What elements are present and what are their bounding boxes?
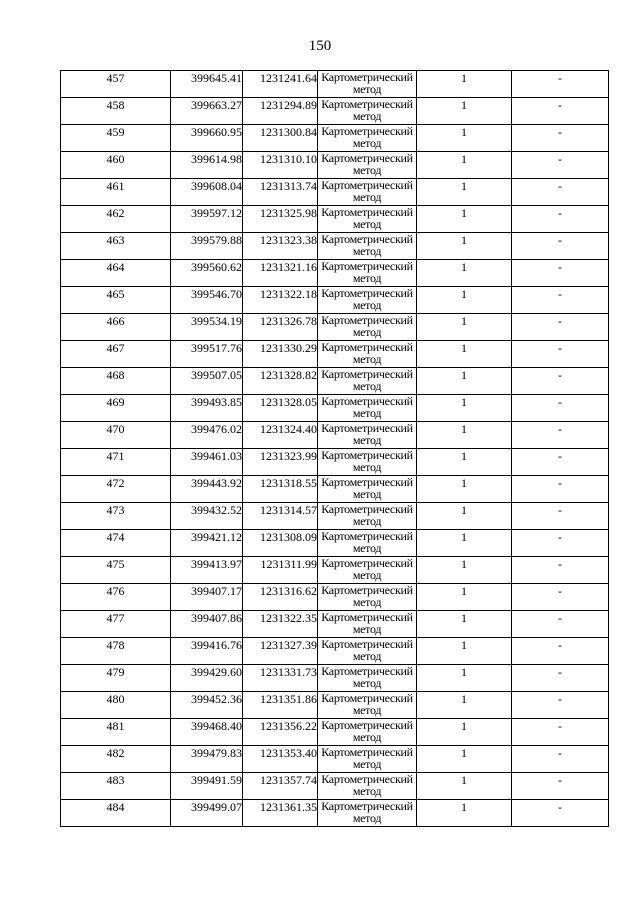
point-number-cell: 478 (61, 638, 171, 665)
point-number-cell: 475 (61, 557, 171, 584)
y-coordinate-cell: 1231328.82 (243, 368, 318, 395)
x-coordinate-cell: 399645.41 (171, 71, 243, 98)
x-coordinate-cell: 399491.59 (171, 773, 243, 800)
method-cell: Картометрический метод (318, 341, 417, 368)
x-coordinate-cell: 399479.83 (171, 746, 243, 773)
point-number-cell: 483 (61, 773, 171, 800)
x-coordinate-cell: 399579.88 (171, 233, 243, 260)
accuracy-cell: 1 (417, 746, 512, 773)
x-coordinate-cell: 399499.07 (171, 800, 243, 827)
note-cell: - (512, 584, 609, 611)
y-coordinate-cell: 1231314.57 (243, 503, 318, 530)
point-number-cell: 462 (61, 206, 171, 233)
y-coordinate-cell: 1231328.05 (243, 395, 318, 422)
x-coordinate-cell: 399560.62 (171, 260, 243, 287)
method-cell: Картометрический метод (318, 476, 417, 503)
method-cell: Картометрический метод (318, 719, 417, 746)
point-number-cell: 463 (61, 233, 171, 260)
point-number-cell: 470 (61, 422, 171, 449)
accuracy-cell: 1 (417, 233, 512, 260)
table-row (61, 341, 609, 368)
y-coordinate-cell: 1231323.38 (243, 233, 318, 260)
table-row (61, 179, 609, 206)
y-coordinate-cell: 1231351.86 (243, 692, 318, 719)
note-cell: - (512, 287, 609, 314)
method-cell: Картометрический метод (318, 746, 417, 773)
note-cell: - (512, 125, 609, 152)
y-coordinate-cell: 1231322.35 (243, 611, 318, 638)
note-cell: - (512, 719, 609, 746)
table-row (61, 368, 609, 395)
x-coordinate-cell: 399493.85 (171, 395, 243, 422)
note-cell: - (512, 800, 609, 827)
accuracy-cell: 1 (417, 476, 512, 503)
point-number-cell: 458 (61, 98, 171, 125)
table-row (61, 557, 609, 584)
table-row (61, 746, 609, 773)
table-row (61, 125, 609, 152)
x-coordinate-cell: 399517.76 (171, 341, 243, 368)
table-row (61, 503, 609, 530)
accuracy-cell: 1 (417, 368, 512, 395)
x-coordinate-cell: 399614.98 (171, 152, 243, 179)
y-coordinate-cell: 1231308.09 (243, 530, 318, 557)
note-cell: - (512, 557, 609, 584)
method-cell: Картометрический метод (318, 638, 417, 665)
table-row (61, 530, 609, 557)
table-row (61, 314, 609, 341)
page-number: 150 (308, 38, 332, 54)
accuracy-cell: 1 (417, 530, 512, 557)
table-row (61, 449, 609, 476)
y-coordinate-cell: 1231353.40 (243, 746, 318, 773)
method-cell: Картометрический метод (318, 449, 417, 476)
method-cell: Картометрический метод (318, 503, 417, 530)
point-number-cell: 471 (61, 449, 171, 476)
y-coordinate-cell: 1231356.22 (243, 719, 318, 746)
table-row (61, 692, 609, 719)
note-cell: - (512, 449, 609, 476)
x-coordinate-cell: 399663.27 (171, 98, 243, 125)
table-row (61, 476, 609, 503)
point-number-cell: 479 (61, 665, 171, 692)
method-cell: Картометрический метод (318, 773, 417, 800)
note-cell: - (512, 611, 609, 638)
method-cell: Картометрический метод (318, 665, 417, 692)
note-cell: - (512, 71, 609, 98)
y-coordinate-cell: 1231324.40 (243, 422, 318, 449)
note-cell: - (512, 206, 609, 233)
accuracy-cell: 1 (417, 773, 512, 800)
accuracy-cell: 1 (417, 800, 512, 827)
point-number-cell: 469 (61, 395, 171, 422)
accuracy-cell: 1 (417, 449, 512, 476)
y-coordinate-cell: 1231311.99 (243, 557, 318, 584)
point-number-cell: 466 (61, 314, 171, 341)
accuracy-cell: 1 (417, 422, 512, 449)
accuracy-cell: 1 (417, 152, 512, 179)
method-cell: Картометрический метод (318, 287, 417, 314)
note-cell: - (512, 152, 609, 179)
x-coordinate-cell: 399546.70 (171, 287, 243, 314)
point-number-cell: 464 (61, 260, 171, 287)
point-number-cell: 481 (61, 719, 171, 746)
y-coordinate-cell: 1231294.89 (243, 98, 318, 125)
method-cell: Картометрический метод (318, 206, 417, 233)
note-cell: - (512, 692, 609, 719)
method-cell: Картометрический метод (318, 314, 417, 341)
accuracy-cell: 1 (417, 503, 512, 530)
table-row (61, 71, 609, 98)
y-coordinate-cell: 1231361.35 (243, 800, 318, 827)
y-coordinate-cell: 1231322.18 (243, 287, 318, 314)
note-cell: - (512, 746, 609, 773)
method-cell: Картометрический метод (318, 800, 417, 827)
note-cell: - (512, 260, 609, 287)
y-coordinate-cell: 1231318.55 (243, 476, 318, 503)
accuracy-cell: 1 (417, 98, 512, 125)
accuracy-cell: 1 (417, 692, 512, 719)
x-coordinate-cell: 399660.95 (171, 125, 243, 152)
note-cell: - (512, 422, 609, 449)
note-cell: - (512, 638, 609, 665)
table-row (61, 260, 609, 287)
table-row (61, 584, 609, 611)
note-cell: - (512, 341, 609, 368)
point-number-cell: 467 (61, 341, 171, 368)
y-coordinate-cell: 1231300.84 (243, 125, 318, 152)
method-cell: Картометрический метод (318, 530, 417, 557)
x-coordinate-cell: 399461.03 (171, 449, 243, 476)
y-coordinate-cell: 1231323.99 (243, 449, 318, 476)
note-cell: - (512, 368, 609, 395)
table-row (61, 233, 609, 260)
method-cell: Картометрический метод (318, 98, 417, 125)
method-cell: Картометрический метод (318, 125, 417, 152)
x-coordinate-cell: 399452.36 (171, 692, 243, 719)
x-coordinate-cell: 399421.12 (171, 530, 243, 557)
x-coordinate-cell: 399443.92 (171, 476, 243, 503)
accuracy-cell: 1 (417, 287, 512, 314)
table-row (61, 773, 609, 800)
method-cell: Картометрический метод (318, 557, 417, 584)
table-row (61, 152, 609, 179)
accuracy-cell: 1 (417, 179, 512, 206)
accuracy-cell: 1 (417, 206, 512, 233)
y-coordinate-cell: 1231321.16 (243, 260, 318, 287)
y-coordinate-cell: 1231331.73 (243, 665, 318, 692)
x-coordinate-cell: 399507.05 (171, 368, 243, 395)
accuracy-cell: 1 (417, 557, 512, 584)
method-cell: Картометрический метод (318, 368, 417, 395)
point-number-cell: 473 (61, 503, 171, 530)
note-cell: - (512, 503, 609, 530)
point-number-cell: 465 (61, 287, 171, 314)
x-coordinate-cell: 399534.19 (171, 314, 243, 341)
x-coordinate-cell: 399407.17 (171, 584, 243, 611)
point-number-cell: 461 (61, 179, 171, 206)
y-coordinate-cell: 1231330.29 (243, 341, 318, 368)
coordinates-table (60, 70, 609, 827)
y-coordinate-cell: 1231313.74 (243, 179, 318, 206)
point-number-cell: 460 (61, 152, 171, 179)
x-coordinate-cell: 399416.76 (171, 638, 243, 665)
y-coordinate-cell: 1231325.98 (243, 206, 318, 233)
note-cell: - (512, 476, 609, 503)
note-cell: - (512, 773, 609, 800)
method-cell: Картометрический метод (318, 584, 417, 611)
point-number-cell: 482 (61, 746, 171, 773)
x-coordinate-cell: 399468.40 (171, 719, 243, 746)
accuracy-cell: 1 (417, 395, 512, 422)
table-row (61, 665, 609, 692)
table-row (61, 98, 609, 125)
y-coordinate-cell: 1231326.78 (243, 314, 318, 341)
accuracy-cell: 1 (417, 719, 512, 746)
method-cell: Картометрический метод (318, 233, 417, 260)
method-cell: Картометрический метод (318, 422, 417, 449)
method-cell: Картометрический метод (318, 611, 417, 638)
note-cell: - (512, 314, 609, 341)
x-coordinate-cell: 399432.52 (171, 503, 243, 530)
point-number-cell: 459 (61, 125, 171, 152)
table-row (61, 395, 609, 422)
note-cell: - (512, 98, 609, 125)
note-cell: - (512, 179, 609, 206)
y-coordinate-cell: 1231327.39 (243, 638, 318, 665)
point-number-cell: 484 (61, 800, 171, 827)
point-number-cell: 476 (61, 584, 171, 611)
table-row (61, 611, 609, 638)
table-row (61, 800, 609, 827)
method-cell: Картометрический метод (318, 260, 417, 287)
point-number-cell: 472 (61, 476, 171, 503)
accuracy-cell: 1 (417, 584, 512, 611)
method-cell: Картометрический метод (318, 395, 417, 422)
y-coordinate-cell: 1231241.64 (243, 71, 318, 98)
table-row (61, 719, 609, 746)
x-coordinate-cell: 399413.97 (171, 557, 243, 584)
table-row (61, 638, 609, 665)
method-cell: Картометрический метод (318, 179, 417, 206)
point-number-cell: 477 (61, 611, 171, 638)
x-coordinate-cell: 399407.86 (171, 611, 243, 638)
table-row (61, 206, 609, 233)
point-number-cell: 457 (61, 71, 171, 98)
table-row (61, 287, 609, 314)
accuracy-cell: 1 (417, 125, 512, 152)
accuracy-cell: 1 (417, 260, 512, 287)
x-coordinate-cell: 399608.04 (171, 179, 243, 206)
point-number-cell: 480 (61, 692, 171, 719)
y-coordinate-cell: 1231310.10 (243, 152, 318, 179)
accuracy-cell: 1 (417, 665, 512, 692)
coordinates-table-body (61, 71, 609, 827)
note-cell: - (512, 233, 609, 260)
y-coordinate-cell: 1231357.74 (243, 773, 318, 800)
accuracy-cell: 1 (417, 638, 512, 665)
accuracy-cell: 1 (417, 71, 512, 98)
accuracy-cell: 1 (417, 314, 512, 341)
point-number-cell: 474 (61, 530, 171, 557)
table-row (61, 422, 609, 449)
x-coordinate-cell: 399429.60 (171, 665, 243, 692)
note-cell: - (512, 530, 609, 557)
note-cell: - (512, 665, 609, 692)
y-coordinate-cell: 1231316.62 (243, 584, 318, 611)
x-coordinate-cell: 399476.02 (171, 422, 243, 449)
accuracy-cell: 1 (417, 611, 512, 638)
x-coordinate-cell: 399597.12 (171, 206, 243, 233)
note-cell: - (512, 395, 609, 422)
point-number-cell: 468 (61, 368, 171, 395)
method-cell: Картометрический метод (318, 692, 417, 719)
method-cell: Картометрический метод (318, 71, 417, 98)
method-cell: Картометрический метод (318, 152, 417, 179)
accuracy-cell: 1 (417, 341, 512, 368)
